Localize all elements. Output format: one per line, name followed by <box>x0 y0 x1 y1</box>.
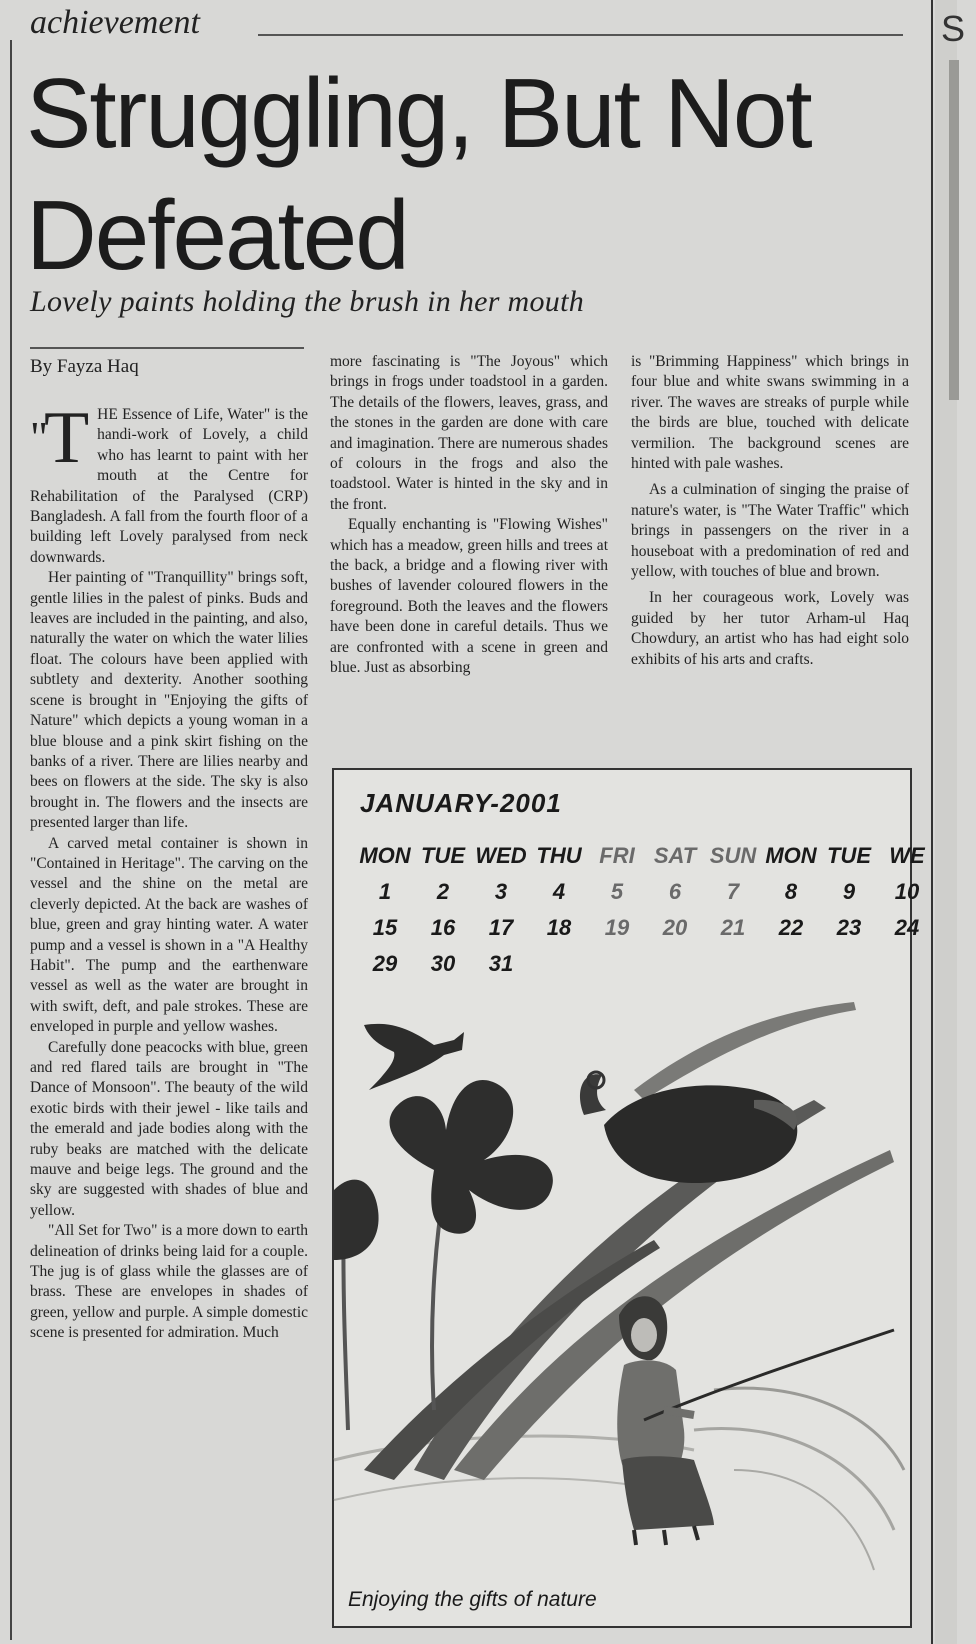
calendar-day-label: WE <box>889 843 925 868</box>
calendar-day-label: THU <box>536 843 582 868</box>
calendar-date: 30 <box>430 951 456 976</box>
calendar-day-label: WED <box>475 843 527 868</box>
adjacent-column-letter: S <box>941 8 966 49</box>
adjacent-column-image <box>949 60 959 400</box>
calendar-date: 6 <box>668 879 682 904</box>
paragraph: Her painting of "Tranquillity" brings soft, gentle lilies in the palest of pinks. Buds and leaves are included in the painting, and also, naturally the water on which the water lilies float. The colours have been applied with subtlety and dexterity. Another soothing scene is brought in "Enjoying the gifts of Nature" which depicts a young woman in a blue blouse and a pink skirt fishing on the banks of a river. There are lilies nearby and bees on flowers at the side. The sky is also brought in. The flowers and the insects are presented larger than life. <box>30 569 308 832</box>
paragraph: A carved metal container is shown in "Contained in Heritage". The carving on the vessel and the shine on the metal are cleverly depicted. At the back are washes of blue, green and gray hinting water. A water pump and a vessel is shown in a "A Healthy Habit". The pump and the earthenware vessel as well as the water are brought in with swift, deft, and pale strokes. These are enveloped in purple and yellow washes. <box>30 834 308 1036</box>
paragraph: As a culmination of singing the praise of nature's water, is "The Water Traffic" which brings in passengers on the river in a houseboat with a predomination of red and yellow, with touches of blue and brown. <box>631 481 909 581</box>
calendar-week-row <box>356 946 976 982</box>
calendar-date: 22 <box>778 915 804 940</box>
calendar-date: 5 <box>610 879 624 904</box>
calendar-date: 24 <box>894 915 920 940</box>
kicker-rule <box>258 34 903 36</box>
calendar-date: 3 <box>494 879 508 904</box>
calendar-date: 4 <box>552 879 566 904</box>
calendar-day-label: MON <box>359 843 411 868</box>
calendar-date: 8 <box>784 879 798 904</box>
adjacent-column-strip <box>935 0 966 1644</box>
calendar-day-label: SAT <box>653 843 697 868</box>
figure-caption: Enjoying the gifts of nature <box>348 1588 597 1611</box>
calendar-day-header-row <box>356 838 976 874</box>
article-column-1 <box>30 397 308 1635</box>
drop-cap: "T <box>30 397 90 479</box>
paragraph: In her courageous work, Lovely was guided by her tutor Arham-ul Haq Chowdury, an artist who has had eight solo exhibits of his arts and crafts. <box>631 589 909 668</box>
byline-rule <box>30 347 304 349</box>
calendar-date: 17 <box>488 915 514 940</box>
calendar-date: 10 <box>894 879 920 904</box>
calendar-title: JANUARY-2001 <box>360 788 562 818</box>
paragraph: "T HE Essence of Life, Water" is the handi-work of Lovely, a child who has learnt to paint with her mouth at the Centre for Rehabilitation of the Paralysed (CRP) Bangladesh. A fall from the fourth floor of a building left Lovely paralysed from neck downwards. <box>30 397 308 566</box>
calendar-date: 21 <box>720 915 746 940</box>
article-column-2 <box>330 352 608 679</box>
calendar-day-label: MON <box>765 843 817 868</box>
calendar-date: 16 <box>430 915 456 940</box>
paragraph: is "Brimming Happiness" which brings in four blue and white swans swimming in a river. The waves are streaks of purple while the birds are blue, touched with delicate vermilion. The background scenes are hinted with pale washes. <box>631 353 909 473</box>
calendar-day-label: SUN <box>709 843 757 868</box>
calendar-day-label: FRI <box>599 843 635 868</box>
section-kicker: achievement <box>30 4 200 41</box>
calendar-date: 15 <box>372 915 398 940</box>
calendar-date: 7 <box>726 879 740 904</box>
calendar-date: 9 <box>842 879 856 904</box>
paragraph: more fascinating is "The Joyous" which brings in frogs under toadstool in a garden. The details of the flowers, leaves, grass, and the stones in the garden are done with care and imagination. There are numerous shades of colours in the frogs and also the toadstool. Water is hinted in the sky and in the front. <box>330 353 608 513</box>
calendar-day-label: TUE <box>421 843 465 868</box>
paragraph: Equally enchanting is "Flowing Wishes" which has a meadow, green hills and trees at the back, a bridge and a flowing river with bushes of lavender coloured flowers in the foreground. Both the leaves and the flowers have been done in careful details. Thus we are confronted with a scene in green and blue. Just as absorbing <box>330 516 608 677</box>
subheadline: Lovely paints holding the brush in her mouth <box>30 285 585 318</box>
calendar-date: 29 <box>372 951 398 976</box>
calendar-date: 23 <box>836 915 862 940</box>
calendar-week-row <box>356 874 976 910</box>
right-column-rule <box>931 0 933 1644</box>
calendar-day-label: TUE <box>827 843 871 868</box>
painting-figure <box>332 768 925 1628</box>
paragraph: "All Set for Two" is a more down to earth delineation of drinks being laid for a couple. The jug is of glass while the glasses are of brass. These are envelopes in shades of green, yellow and purple. A simple domestic scene is presented for admiration. Much <box>30 1222 308 1342</box>
headline: Struggling, But Not Defeated <box>26 58 811 290</box>
calendar-date: 19 <box>604 915 630 940</box>
byline: By Fayza Haq <box>30 356 139 377</box>
calendar-grid <box>356 838 976 982</box>
left-column-rule <box>10 40 12 1640</box>
calendar-date: 1 <box>378 879 392 904</box>
calendar-week-row <box>356 910 976 946</box>
calendar-date: 31 <box>488 951 514 976</box>
calendar-date: 2 <box>436 879 450 904</box>
article-column-3 <box>631 352 909 676</box>
paragraph: Carefully done peacocks with blue, green and red flared tails are brought in "The Dance of Monsoon". The beauty of the wild exotic birds with their jewel - like tails and the emerald and jade bodies along with the ruby beaks are matched with the delicate mauve and beige legs. The ground and the sky are suggested with shades of blue and yellow. <box>30 1038 308 1219</box>
calendar-date: 18 <box>546 915 572 940</box>
calendar-date: 20 <box>662 915 688 940</box>
